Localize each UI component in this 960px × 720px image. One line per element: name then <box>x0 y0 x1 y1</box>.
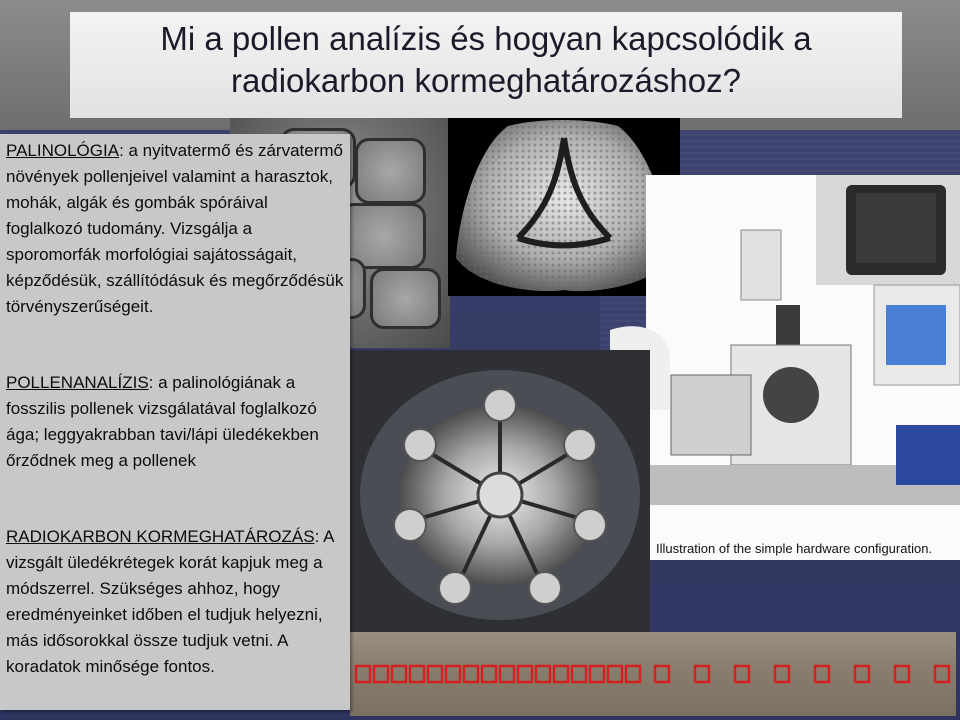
radiokarbon-text: : A vizsgált üledékrétegek korát kapjuk meg a módszerrel. Szükséges ahhoz, hogy eredményeinket időben el tudjuk helyezni, más idősorokkal össze tudjuk vetni. A koradatok minősége fontos. <box>6 527 334 676</box>
slide-title: Mi a pollen analízis és hogyan kapcsolódik a radiokarbon kormeghatározáshoz? <box>160 20 812 99</box>
text-panel <box>0 134 350 710</box>
pollenanalizis-keyword: POLLENANALÍZIS <box>6 373 149 392</box>
core-sample-markers <box>352 660 956 688</box>
radiokarbon-keyword: RADIOKARBON KORMEGHATÁROZÁS <box>6 527 315 546</box>
centrifuge-rotor-photo <box>350 350 650 635</box>
palinologia-paragraph <box>6 138 346 320</box>
lab-microscope-photo <box>646 175 960 560</box>
palinologia-keyword: PALINOLÓGIA <box>6 141 120 160</box>
pollenanalizis-text: : a palinológiának a fosszilis pollenek vizsgálatával foglalkozó ága; leggyakrabban tavi/lápi üledékekben őrződnek meg a pollenek <box>6 373 319 470</box>
pollenanalizis-paragraph <box>6 370 346 474</box>
radiokarbon-paragraph <box>6 524 346 680</box>
palinologia-text: : a nyitvatermő és zárvatermő növények pollenjeivel valamint a harasztok, mohák, algák és gombák spóráival foglalkozó tudomány. Vizsgálja a sporomorfák morfológiai sajátosságait, képződésük, szállítódásuk és megőrződésük törvényszerűségeit. <box>6 141 344 316</box>
lab-photo-caption: Illustration of the simple hardware configuration. <box>656 541 933 556</box>
